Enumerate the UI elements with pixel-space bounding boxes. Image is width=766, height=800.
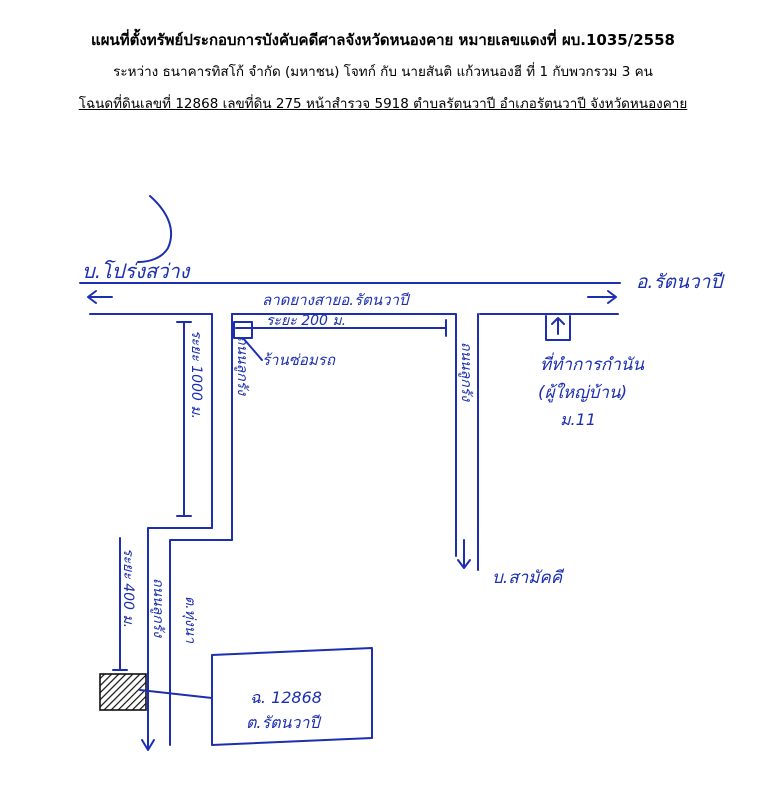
field-label: ต.ทุ่งนา [182,596,198,644]
office-arrow-icon [552,318,564,334]
deed-line: โฉนดที่ดินเลขที่ 12868 เลขที่ดิน 275 หน้าสำรวจ 5918 ตำบลรัตนวาปี อำเภอรัตนวาปี จังหวัดหนองคาย [78,96,688,112]
district-label: อ.รัตนวาปี [636,271,723,293]
property-hatched-plot [100,674,146,710]
main-road-label: ลาดยางสายอ.รัตนวาปี [262,291,409,309]
distance-200-label: ระยะ 200 ม. [266,313,347,329]
deed-number-label: ฉ. 12868 [250,688,322,707]
south-arrow-right-icon [458,540,470,568]
distance-1000-label: ระยะ 1000 ม. [188,330,204,419]
lower-road-right-edge [170,540,232,745]
office-label-line3: ม.11 [560,410,596,429]
property-pointer-line [140,690,212,698]
distance-400-label: ระยะ 400 ม. [120,548,136,629]
office-label-line1: ที่ทำการกำนัน [540,355,645,375]
village-top-left-label: บ.โปร่งสว่าง [82,259,190,283]
office-label-line2: (ผู้ใหญ่บ้าน) [538,383,628,403]
right-road-label: ถนนลูกรัง [458,342,474,402]
scribble-mark [138,196,171,262]
document-title: แผนที่ตั้งทรัพย์ประกอบการบังคับคดีศาลจังหวัดหนองคาย หมายเลขแดงที่ ผบ.1035/2558 [91,31,675,49]
east-arrow-icon [588,291,616,303]
repair-shop-label: ร้านซ่อมรถ [262,351,335,369]
lower-road-label: ถนนลูกรัง [150,578,166,638]
subdistrict-label: ต.รัตนวาปี [246,713,320,732]
vertical-road-label: ถนนลูกรัง [234,336,250,396]
village-bottom-label: บ.สามัคคี [492,568,563,588]
parties-line: ระหว่าง ธนาคารทิสโก้ จำกัด (มหาชน) โจทก์ กับ นายสันติ แก้วหนองฮี ที่ 1 กับพวกรวม 3 คน [113,64,653,80]
south-arrow-icon [142,730,154,750]
west-arrow-icon [88,291,112,303]
